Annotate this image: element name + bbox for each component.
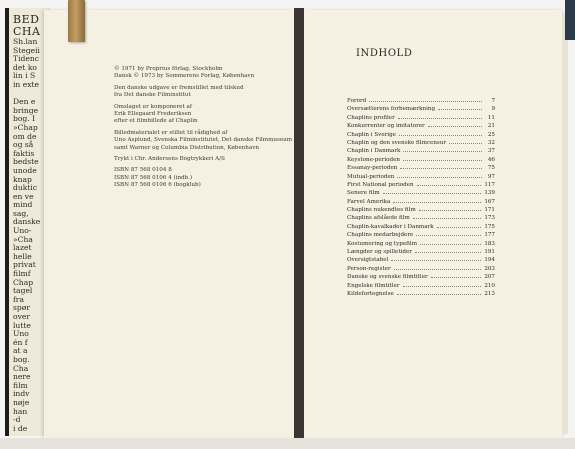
toc-entry-page: 7: [491, 98, 495, 104]
clipped-text-line: indv: [13, 389, 30, 399]
toc-entry: [347, 147, 495, 155]
toc-entry-label: Engelske filmtitler: [347, 282, 400, 289]
toc-entry-label: Forord: [347, 98, 367, 104]
toc-entry-page: 173: [484, 215, 495, 222]
clipped-text-line: bog.: [13, 354, 30, 364]
toc-entry: [347, 248, 495, 256]
page-edge: [562, 14, 568, 434]
clipped-text-line: Uno-: [13, 226, 32, 236]
toc-entry-label: Oversigtstabel: [347, 257, 389, 264]
toc-entry-label: Essanay-perioden: [347, 165, 398, 172]
clipped-text-line: Uno: [13, 329, 29, 339]
toc-entry-page: 117: [484, 181, 495, 188]
dot-leader: [403, 160, 482, 161]
clipped-text-line: »Chap: [13, 122, 38, 132]
colophon-line: fra Det danske Filminstitut: [114, 92, 191, 99]
clipped-text-line: danske: [13, 217, 41, 227]
toc-entry-page: 191: [484, 249, 495, 256]
toc-entry-page: 25: [487, 131, 495, 138]
left-page: [44, 10, 294, 438]
toc-entry: [347, 240, 495, 248]
table-surface: [0, 438, 575, 449]
toc-title: INDHOLD: [356, 48, 413, 59]
toc-entry: [347, 282, 495, 290]
dot-leader: [415, 252, 481, 253]
dot-leader: [449, 143, 482, 144]
colophon-line: ISBN 87 568 0106 4 (indb.): [114, 174, 193, 181]
colophon-group: [114, 130, 292, 152]
toc-entry-page: 207: [484, 274, 495, 281]
toc-entry-label: Chaplins afslåede film: [347, 215, 410, 222]
colophon-line: efter et filmbillede af Chaplin: [114, 118, 198, 125]
toc-entry: [347, 256, 495, 264]
dot-leader: [400, 168, 482, 169]
toc-entry-page: 213: [484, 290, 495, 297]
dot-leader: [391, 260, 481, 261]
toc-entry-label: Chaplin i Danmark: [347, 148, 401, 155]
clipped-text-line: Den e: [13, 97, 36, 107]
clipped-text-line: Chap: [13, 277, 34, 287]
colophon-group: [114, 104, 292, 126]
toc-entry-page: 210: [484, 282, 495, 289]
toc-entry-page: 171: [484, 207, 495, 214]
toc-entry-label: Konkurrenter og imitatorer: [347, 123, 425, 130]
toc-entry-page: 194: [484, 257, 495, 264]
toc-entry-label: Person-register: [347, 265, 391, 272]
toc-entry: [347, 131, 495, 139]
dot-leader: [397, 294, 482, 295]
toc-entry-page: 183: [484, 240, 495, 247]
toc-entry-label: Chaplins profiler: [347, 114, 395, 121]
toc-entry-page: 37: [487, 148, 495, 155]
toc-entry: [347, 223, 495, 231]
dot-leader: [420, 244, 481, 245]
toc-entry-page: 167: [484, 198, 495, 205]
clipped-text-line: og så: [13, 140, 34, 150]
spine-edge: [5, 8, 9, 436]
toc-entry: [347, 214, 495, 222]
clipped-text-line: knap: [13, 174, 32, 184]
dot-leader: [369, 101, 482, 102]
clipped-text-line: at a: [13, 346, 28, 356]
toc-entry-label: Chaplins nukendtes film: [347, 207, 416, 214]
toc-entry-label: Mutual-perioden: [347, 173, 395, 180]
dot-leader: [397, 177, 482, 178]
colophon-line: Erik Ellegaard Frederiksen: [114, 111, 192, 118]
toc-entry-page: 97: [487, 173, 495, 180]
clipped-text-line: film: [13, 380, 28, 390]
toc-entry-page: 139: [484, 190, 495, 197]
clipped-text-line: nere: [13, 372, 31, 382]
dot-leader: [431, 277, 482, 278]
toc-entry: [347, 164, 495, 172]
toc-entry-page: 9: [491, 106, 495, 113]
toc-entry: [347, 97, 495, 105]
clipped-text-line: spør: [13, 303, 30, 313]
clipped-text-line: filmf: [13, 269, 31, 279]
book-gutter: [294, 8, 304, 440]
clipped-text-line: faktis: [13, 148, 35, 158]
dot-leader: [437, 227, 482, 228]
dot-leader: [416, 235, 481, 236]
toc-entry-label: Chaplin i Sverige: [347, 131, 396, 138]
toc-entry-page: 203: [484, 265, 495, 272]
colophon-line: Trykt i Chr. Andersens Bogtrykkeri A/S: [114, 156, 225, 163]
clipped-text-line: om de: [13, 131, 37, 141]
toc-entry: [347, 290, 495, 298]
toc-entry: [347, 273, 495, 281]
toc-entry: [347, 122, 495, 130]
colophon-line: Omslaget er komponeret af: [114, 103, 192, 110]
toc-entry-label: Oversætterens forbemærkning: [347, 106, 436, 113]
toc-entry-label: Kostumering og typefilm: [347, 240, 418, 247]
toc-entry-label: Længder og spilletider: [347, 249, 412, 256]
clipped-text-line: bringe: [13, 105, 39, 115]
clipped-text-line: tagel: [13, 286, 33, 296]
toc-entry: [347, 139, 495, 147]
colophon-line: Dansk © 1973 by Sommerens Forlag, København: [114, 73, 255, 80]
colophon-group: [114, 66, 292, 81]
toc-entry-label: Chaplins medarbejdere: [347, 232, 414, 239]
colophon-line: Billedmaterialet er stillet til rådighed af: [114, 129, 228, 136]
clipped-text-line: Tidenc: [13, 54, 39, 64]
toc-entry: [347, 181, 495, 189]
dot-leader: [413, 218, 481, 219]
clipped-text-line: fra: [13, 294, 24, 304]
toc-entry: [347, 265, 495, 273]
clipped-text-line: duktic: [13, 183, 38, 193]
dot-leader: [394, 269, 482, 270]
toc-entry-label: Danske og svenske filmtitler: [347, 274, 428, 281]
colophon-line: © 1971 by Proprius förlag, Stockholm: [114, 66, 223, 72]
dot-leader: [428, 126, 482, 127]
toc-entry: [347, 173, 495, 181]
clipped-text-line: nøje: [13, 397, 30, 407]
toc-entry: [347, 189, 495, 197]
dot-leader: [403, 286, 482, 287]
colophon-group: [114, 167, 292, 189]
dot-leader: [399, 135, 482, 136]
toc-entry-label: First National perioden: [347, 181, 414, 188]
dot-leader: [398, 118, 482, 119]
toc-entry: [347, 231, 495, 239]
clipped-text-line: helle: [13, 251, 32, 261]
dot-leader: [417, 185, 482, 186]
colophon-group: [114, 156, 292, 163]
clipped-text-line: Stegeii: [13, 45, 40, 55]
clipped-text-line: Sh.lan: [13, 37, 38, 46]
toc-entry-label: Farvel Amerika: [347, 198, 391, 205]
clipped-text-line: bedste: [13, 157, 39, 167]
toc-entry-page: 46: [487, 156, 495, 163]
clipped-text-line: privat: [13, 260, 36, 270]
clipped-text-line: bog. I: [13, 114, 36, 124]
toc-entry: [347, 206, 495, 214]
clipped-text-line: sag,: [13, 208, 29, 218]
toc-entry-label: Kildefortegnelse: [347, 290, 394, 297]
toc-entry: [347, 105, 495, 113]
clipped-text-line: én f: [13, 337, 28, 347]
table-of-contents: [347, 97, 495, 298]
page-clip: [68, 0, 85, 42]
dot-leader: [403, 151, 482, 152]
colophon-line: Den danske udgave er fremstillet med tilskud: [114, 84, 244, 91]
clipped-text-line: han: [13, 406, 28, 416]
clipped-text-line: »Cha: [13, 234, 33, 244]
clipped-text-line: i de: [13, 423, 28, 433]
clipped-heading-line: CHA: [13, 25, 41, 38]
toc-entry-label: Keystone-perioden: [347, 156, 401, 163]
toc-entry: [347, 114, 495, 122]
clipped-text-line: lin i S: [13, 71, 36, 81]
dot-leader: [383, 193, 482, 194]
toc-entry-page: 177: [484, 232, 495, 239]
cover-corner: [565, 0, 575, 40]
toc-entry-label: Chaplin-kavalkader i Danmark: [347, 223, 434, 230]
dot-leader: [438, 109, 482, 110]
clipped-text-line: lazet: [13, 243, 32, 253]
toc-entry-page: 75: [487, 165, 495, 172]
toc-entry: [347, 156, 495, 164]
clipped-text-line: mind: [13, 200, 33, 210]
clipped-text-line: en ve: [13, 191, 34, 201]
clipped-text-line: in exte: [13, 79, 40, 89]
dot-leader: [419, 210, 482, 211]
toc-entry: [347, 198, 495, 206]
clipped-text-line: unode: [13, 165, 37, 175]
toc-entry-page: 21: [487, 123, 495, 130]
colophon-group: [114, 85, 292, 100]
clipped-text-line: lutte: [13, 320, 31, 330]
toc-entry-page: 32: [487, 139, 495, 146]
colophon-line: ISBN 87 568 0106 6 (bogklub): [114, 182, 201, 189]
clipped-text-line: Cha: [13, 363, 29, 373]
toc-entry-label: Senere film: [347, 190, 380, 197]
colophon-line: ISBN 87 568 0104 8: [114, 167, 172, 174]
toc-entry-label: Chaplin og den svenske filmcensur: [347, 139, 447, 146]
clipped-text-line: over: [13, 312, 30, 321]
clipped-text-line: -d: [13, 415, 21, 425]
colophon-line: Uno Asplund, Svenska Filminstitutet, Det danske Filmmuseum: [114, 137, 293, 144]
colophon: [114, 66, 292, 194]
toc-entry-page: 11: [487, 114, 495, 121]
toc-entry-page: 175: [484, 223, 495, 230]
colophon-line: samt Warner og Columbia Distribution, København: [114, 144, 259, 151]
dot-leader: [393, 202, 481, 203]
clipped-text-line: det ko: [13, 62, 37, 72]
clipped-heading-line: BED: [13, 13, 40, 26]
